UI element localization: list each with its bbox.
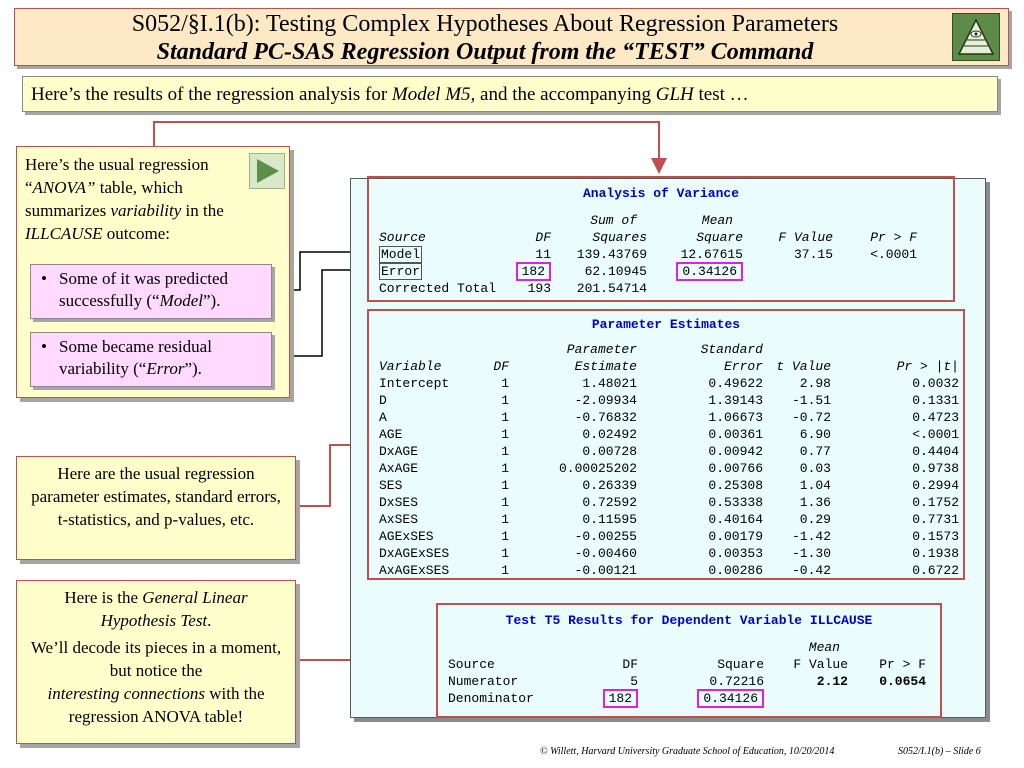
error-ms-highlight: 0.34126 — [676, 262, 743, 281]
error-df-highlight: 182 — [516, 262, 551, 281]
glh-p-value: 0.0654 — [879, 674, 926, 689]
anova-row-total: Corrected Total 193 201.54714 — [379, 281, 647, 296]
params-row: AGE 1 0.02492 0.00361 6.90 <.0001 — [379, 427, 959, 442]
params-row: D 1 -2.09934 1.39143 -1.51 0.1331 — [379, 393, 959, 408]
anova-row-model: Model 11 139.43769 12.67615 37.15 <.0001 — [381, 247, 917, 262]
params-row: DxSES 1 0.72592 0.53338 1.36 0.1752 — [379, 495, 959, 510]
glh-head-row1: Mean — [808, 640, 840, 655]
anova-head-row2: Source DF Squares Square F Value Pr > F — [379, 230, 917, 245]
slide-title: S052/§I.1(b): Testing Complex Hypotheses About Regression Parameters — [131, 11, 839, 37]
params-row: AxAGExSES 1 -0.00121 0.00286 -0.42 0.6722 — [379, 563, 959, 578]
intro-prefix: Here’s the results of the regression analysis for — [31, 84, 392, 105]
bullet-model-line1: Some of it was predicted — [59, 269, 229, 288]
glh-explanation-note — [16, 580, 296, 744]
anova-row-error: Error 182 62.10945 0.34126 — [379, 263, 917, 280]
params-table — [379, 341, 959, 579]
bullet-model-line2: successfully (“Model”). — [59, 291, 221, 310]
params-row: SES 1 0.26339 0.25308 1.04 0.2994 — [379, 478, 959, 493]
params-row: Intercept 1 1.48021 0.49622 2.98 0.0032 — [379, 376, 959, 391]
footer-slide-number: S052/I.1(b) – Slide 6 — [898, 746, 981, 757]
play-icon[interactable] — [249, 153, 285, 189]
anova-table — [379, 212, 917, 297]
params-body — [379, 375, 959, 579]
params-head-row2: Variable DF Estimate Error t Value Pr > |t| — [379, 359, 959, 374]
params-row: AxSES 1 0.11595 0.40164 0.29 0.7731 — [379, 512, 959, 527]
glh-row-numerator: Numerator 5 0.72216 2.12 0.0654 — [448, 674, 926, 689]
params-explanation-note — [16, 456, 296, 560]
anova-head-row1: Sum of Mean — [590, 213, 733, 228]
glh-note-para2: We’ll decode its pieces in a moment, but notice the — [30, 638, 282, 680]
bullet-error-line2: variability (“Error”). — [59, 359, 202, 378]
glh-note-line1: Here is the General Linear — [64, 588, 248, 607]
error-source-label: Error — [381, 264, 421, 279]
intro-suffix: test … — [693, 84, 749, 105]
bullet-error: • Some became residual variability (“Error”). — [30, 332, 272, 387]
params-note-text: Here are the usual regression parameter estimates, standard errors, t-statistics, and p-values, etc. — [31, 464, 281, 529]
intro-middle: and the accompanying — [475, 84, 656, 105]
params-row: DxAGExSES 1 -0.00460 0.00353 -1.30 0.1938 — [379, 546, 959, 561]
params-head-row1: Parameter Standard — [566, 342, 763, 357]
params-table-title: Parameter Estimates — [591, 317, 741, 332]
bullet-error-line1: Some became residual — [59, 337, 212, 356]
anova-note-line2: “ANOVA” table, which — [25, 178, 183, 197]
denominator-ms-highlight: 0.34126 — [697, 689, 764, 708]
model-source-label: Model — [381, 247, 421, 262]
glh-f-value: 2.12 — [816, 674, 848, 689]
intro-model: Model M5, — [391, 84, 476, 105]
params-table-box — [367, 309, 965, 580]
params-row: DxAGE 1 0.00728 0.00942 0.77 0.4404 — [379, 444, 959, 459]
anova-note-line4: ILLCAUSE outcome: — [25, 224, 170, 243]
glh-test-title: Test T5 Results for Dependent Variable ILLCAUSE — [505, 613, 873, 628]
glh-note-para3: interesting connections with the regression ANOVA table! — [47, 684, 265, 726]
denominator-df-highlight: 182 — [603, 689, 638, 708]
glh-head-row2: Source DF Square F Value Pr > F — [448, 657, 926, 672]
footer-credit: © Willett, Harvard University Graduate School of Education, 10/20/2014 — [540, 746, 835, 757]
anova-note-line3: summarizes variability in the — [25, 201, 224, 220]
anova-table-title: Analysis of Variance — [582, 186, 740, 201]
intro-test: GLH — [655, 84, 694, 105]
bullet-model: • Some of it was predicted successfully (“Model”). — [30, 264, 272, 319]
anova-note-line1: Here’s the usual regression — [25, 155, 209, 174]
params-row: AxAGE 1 0.00025202 0.00766 0.03 0.9738 — [379, 461, 959, 476]
glh-test-table — [448, 639, 926, 707]
glh-note-line2: Hypothesis Test. — [100, 611, 212, 630]
params-row: AGExSES 1 -0.00255 0.00179 -1.42 0.1573 — [379, 529, 959, 544]
slide-subtitle: Standard PC-SAS Regression Output from the “TEST” Command — [156, 39, 814, 65]
glh-test-box — [436, 603, 942, 718]
params-row: A 1 -0.76832 1.06673 -0.72 0.4723 — [379, 410, 959, 425]
anova-table-box — [367, 176, 955, 302]
glh-row-denominator: Denominator 182 0.34126 — [448, 690, 926, 707]
